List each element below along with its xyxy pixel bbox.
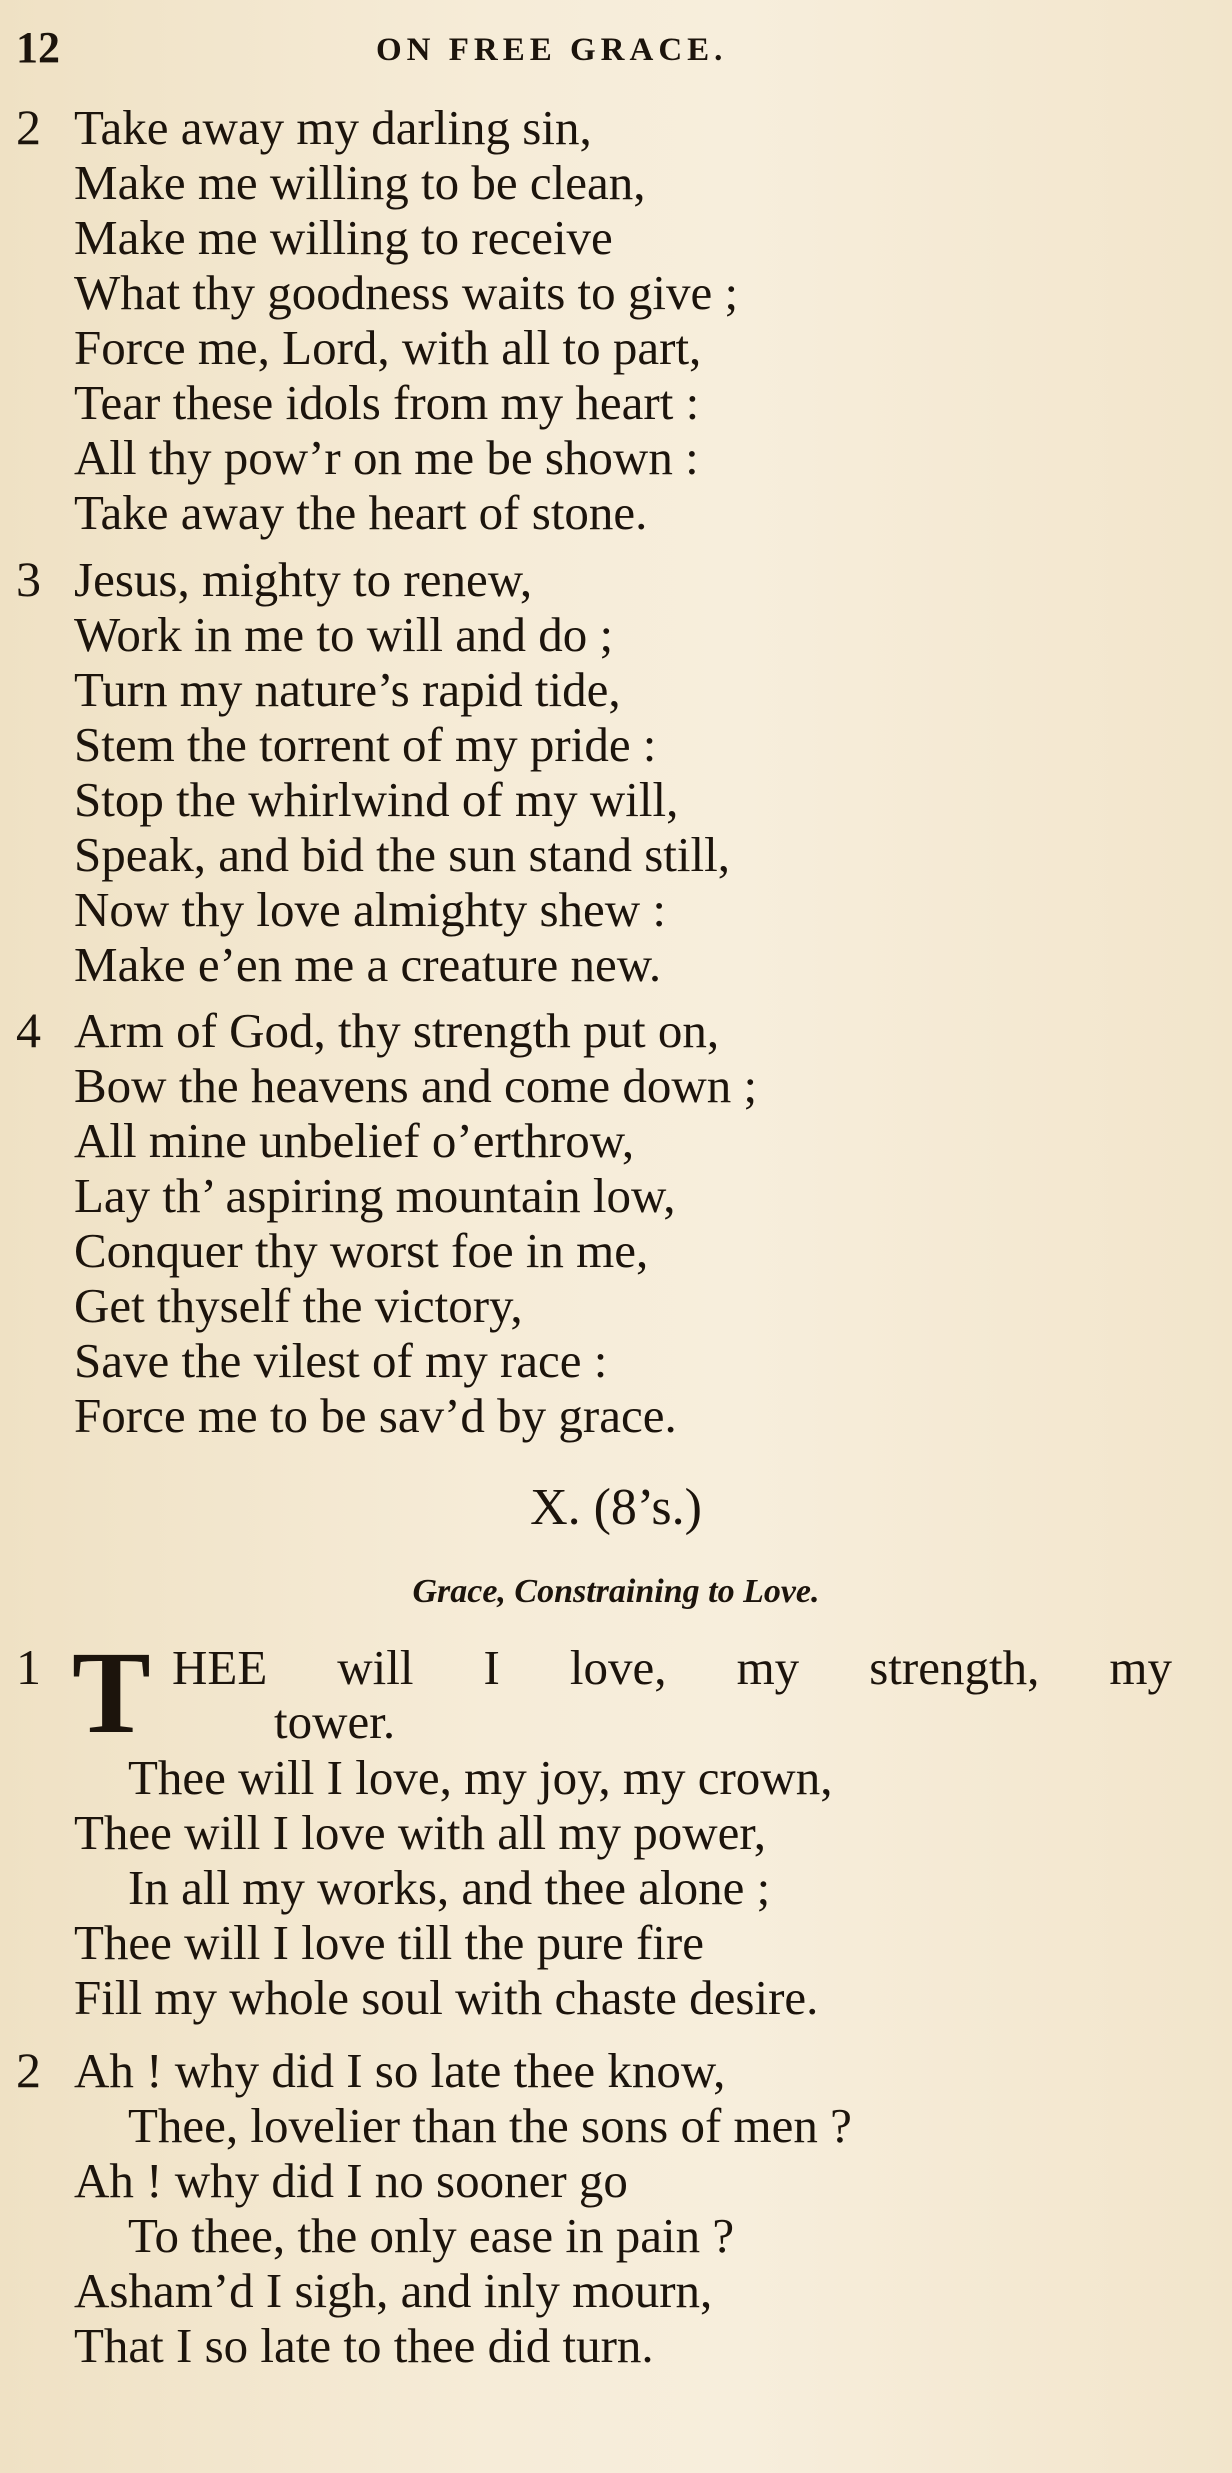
verse-number: 2: [16, 2042, 41, 2098]
verse-line: Fill my whole soul with chaste desire.: [74, 1970, 819, 2025]
verse-line: Make e’en me a creature new.: [74, 937, 662, 992]
verse-line: Speak, and bid the sun stand still,: [74, 827, 730, 882]
verse-line: Jesus, mighty to renew,: [74, 552, 533, 607]
first-line-word: my: [1109, 1640, 1172, 1695]
verse-line: Force me to be sav’d by grace.: [74, 1388, 677, 1443]
verse-line: Work in me to will and do ;: [74, 607, 614, 662]
page-number: 12: [16, 23, 60, 72]
verse-line: Thee will I love till the pure fire: [74, 1915, 704, 1970]
verse-line: Thee will I love with all my power,: [74, 1805, 767, 1860]
verse-number: 3: [16, 551, 41, 607]
first-line-continuation: tower.: [274, 1694, 396, 1749]
drop-cap: T: [72, 1627, 151, 1758]
running-head: ON FREE GRACE.: [376, 32, 728, 68]
verse-line: Force me, Lord, with all to part,: [74, 320, 702, 375]
verse-line: All thy pow’r on me be shown :: [74, 430, 699, 485]
verse-line: To thee, the only ease in pain ?: [128, 2208, 735, 2263]
first-line-word: strength,: [869, 1640, 1040, 1695]
verse-line: Take away the heart of stone.: [74, 485, 648, 540]
first-line-word: my: [736, 1640, 800, 1695]
first-line-word: love,: [569, 1640, 667, 1695]
verse-line: Stop the whirlwind of my will,: [74, 772, 679, 827]
verse-line: Get thyself the victory,: [74, 1278, 523, 1333]
verse-line: Take away my darling sin,: [74, 100, 592, 155]
first-line: [172, 1640, 1172, 1695]
verse-line: Arm of God, thy strength put on,: [74, 1003, 720, 1058]
first-line-word: will: [337, 1640, 414, 1695]
verse-line: Make me willing to be clean,: [74, 155, 646, 210]
verse-number: 2: [16, 99, 41, 155]
first-line-word: I: [483, 1640, 500, 1695]
verse-line: In all my works, and thee alone ;: [128, 1860, 771, 1915]
verse-line: Make me willing to receive: [74, 210, 613, 265]
verse-line: What thy goodness waits to give ;: [74, 265, 739, 320]
verse-number: 1: [16, 1639, 41, 1695]
verse-line: Stem the torrent of my pride :: [74, 717, 657, 772]
verse-line: Save the vilest of my race :: [74, 1333, 608, 1388]
hymn-title: X. (8’s.): [530, 1479, 702, 1536]
verse-line: Bow the heavens and come down ;: [74, 1058, 758, 1113]
page-header: [0, 22, 1232, 82]
verse-line: Now thy love almighty shew :: [74, 882, 667, 937]
verse-line: Tear these idols from my heart :: [74, 375, 700, 430]
hymn-subtitle: Grace, Constraining to Love.: [412, 1573, 820, 1610]
verse-line: Conquer thy worst foe in me,: [74, 1223, 649, 1278]
verse-line: Ah ! why did I so late thee know,: [74, 2043, 726, 2098]
verse-number: 4: [16, 1002, 41, 1058]
verse-line: All mine unbelief o’erthrow,: [74, 1113, 635, 1168]
verse-line: Thee will I love, my joy, my crown,: [128, 1750, 833, 1805]
verse-line: Thee, lovelier than the sons of men ?: [128, 2098, 852, 2153]
verse-line: Asham’d I sigh, and inly mourn,: [74, 2263, 713, 2318]
first-line-word: HEE: [172, 1640, 268, 1695]
verse-line: Turn my nature’s rapid tide,: [74, 662, 621, 717]
verse-line: Lay th’ aspiring mountain low,: [74, 1168, 676, 1223]
verse-line: That I so late to thee did turn.: [74, 2318, 654, 2373]
verse-line: Ah ! why did I no sooner go: [74, 2153, 628, 2208]
